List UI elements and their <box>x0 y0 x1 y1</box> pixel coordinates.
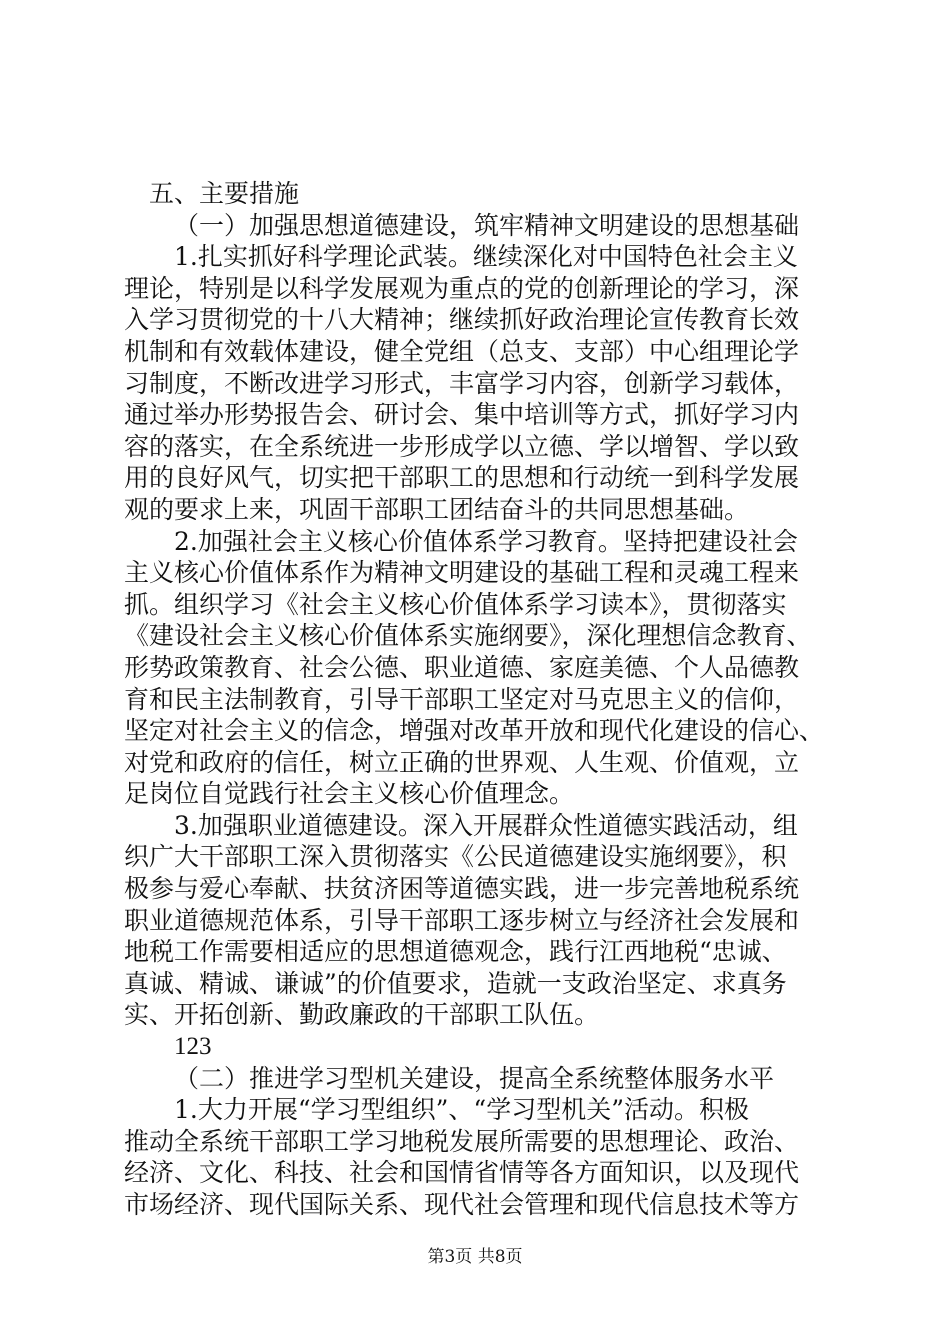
text-line: 观的要求上来，巩固干部职工团结奋斗的共同思想基础。 <box>124 494 750 524</box>
text-line: 对党和政府的信任，树立正确的世界观、人生观、价值观，立 <box>124 747 800 777</box>
text-line: 经济、文化、科技、社会和国情省情等各方面知识，以及现代 <box>124 1158 800 1188</box>
text-line: 市场经济、现代国际关系、现代社会管理和现代信息技术等方 <box>124 1190 800 1219</box>
text-line: 地税工作需要相适应的思想道德观念，践行江西地税“忠诚、 <box>124 937 787 967</box>
text-line: 2.加强社会主义核心价值体系学习教育。坚持把建设社会 <box>174 526 798 556</box>
text-line: （二）推进学习型机关建设，提高全系统整体服务水平 <box>174 1063 775 1093</box>
section-heading: 五、主要措施 <box>149 179 300 208</box>
page-footer: 第3页 共8页 <box>427 1247 523 1267</box>
text-line: 1.大力开展“学习型组织”、“学习型机关”活动。积极 <box>174 1095 749 1125</box>
text-line: 育和民主法制教育，引导干部职工坚定对马克思主义的信仰， <box>124 684 800 714</box>
text-line: 实、开拓创新、勤政廉政的干部职工队伍。 <box>124 1000 600 1030</box>
text-line: 坚定对社会主义的信念，增强对改革开放和现代化建设的信心、 <box>124 716 825 746</box>
text-line: 理论，特别是以科学发展观为重点的党的创新理论的学习，深 <box>124 273 800 303</box>
text-line: 3.加强职业道德建设。深入开展群众性道德实践活动，组 <box>174 810 798 840</box>
text-line: 1.扎实抓好科学理论武装。继续深化对中国特色社会主义 <box>174 242 798 272</box>
text-line: 形势政策教育、社会公德、职业道德、家庭美德、个人品德教 <box>124 652 800 682</box>
text-line: 用的良好风气，切实把干部职工的思想和行动统一到科学发展 <box>124 463 800 493</box>
text-line: 机制和有效载体建设，健全党组（总支、支部）中心组理论学 <box>124 336 800 366</box>
text-line: 容的落实，在全系统进一步形成学以立德、学以增智、学以致 <box>124 431 800 461</box>
page-number-text: 123 <box>174 1033 212 1061</box>
text-line: 抓。组织学习《社会主义核心价值体系学习读本》，贯彻落实 <box>124 589 787 619</box>
text-line: 习制度，不断改进学习形式，丰富学习内容，创新学习载体， <box>124 368 800 398</box>
text-line: 通过举办形势报告会、研讨会、集中培训等方式，抓好学习内 <box>124 400 800 430</box>
text-line: 职业道德规范体系，引导干部职工逐步树立与经济社会发展和 <box>124 905 800 935</box>
text-line: 极参与爱心奉献、扶贫济困等道德实践，进一步完善地税系统 <box>124 874 800 904</box>
text-line: 推动全系统干部职工学习地税发展所需要的思想理论、政治、 <box>124 1126 800 1156</box>
text-line: 足岗位自觉践行社会主义核心价值理念。 <box>124 779 575 809</box>
text-line: 真诚、精诚、谦诚”的价值要求，造就一支政治坚定、求真务 <box>124 968 787 998</box>
text-line: 织广大干部职工深入贯彻落实《公民道德建设实施纲要》，积 <box>124 842 787 872</box>
text-line: 入学习贯彻党的十八大精神；继续抓好政治理论宣传教育长效 <box>124 305 800 335</box>
text-line: 主义核心价值体系作为精神文明建设的基础工程和灵魂工程来 <box>124 558 800 588</box>
text-line: （一）加强思想道德建设，筑牢精神文明建设的思想基础 <box>174 210 800 240</box>
text-line: 《建设社会主义核心价值体系实施纲要》，深化理想信念教育、 <box>124 621 812 651</box>
document-body <box>124 178 836 1221</box>
